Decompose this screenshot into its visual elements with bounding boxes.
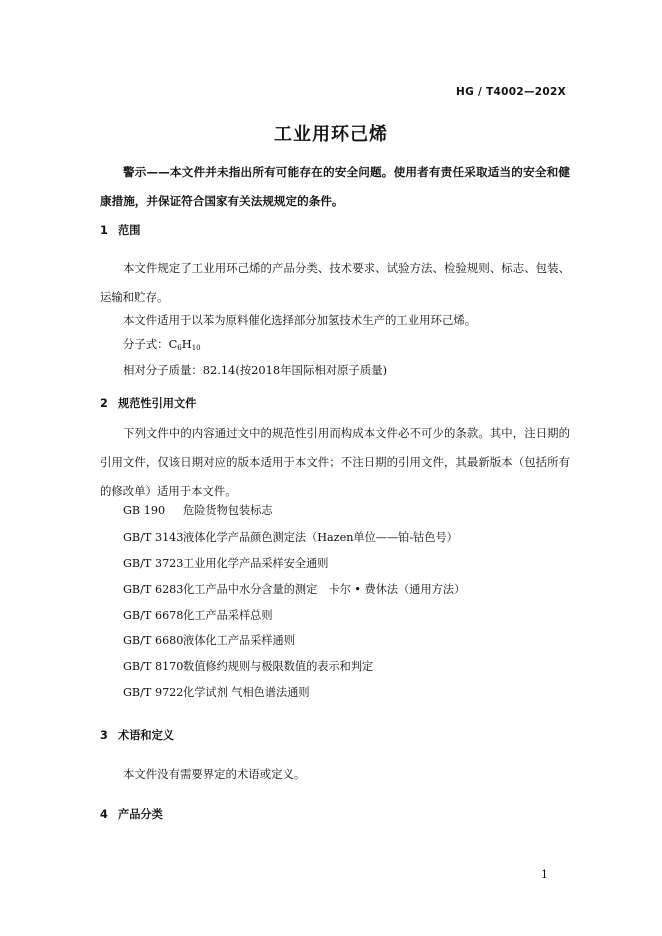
scope-paragraph-2: 本文件适用于以苯为原料催化选择部分加氢技术生产的工业用环己烯。 (123, 313, 477, 327)
reference-item (123, 658, 373, 674)
reference-name: 工业用化学产品采样安全通则 (183, 557, 329, 570)
reference-item (123, 502, 273, 518)
reference-item (123, 529, 458, 545)
reference-item (123, 555, 328, 571)
section-number: 3 (100, 729, 108, 742)
formula-h-subscript: 10 (191, 344, 201, 352)
document-title: 工业用环己烯 (274, 124, 388, 145)
terms-paragraph: 本文件没有需要界定的术语或定义。 (123, 767, 306, 781)
refs-intro-paragraph: 下列文件中的内容通过文中的规范性引用而构成本文件必不可少的条款。其中，注日期的引用文件，仅该日期对应的版本适用于本文件；不注日期的引用文件，其最新版本（包括所有的修改单）适用于本文件。 (100, 426, 570, 498)
reference-name: 化工产品中水分含量的测定 卡尔 • 费休法（通用方法） (183, 583, 466, 596)
reference-item (123, 684, 310, 700)
reference-name: 化学试剂 气相色谱法通则 (183, 686, 310, 699)
page-number: 1 (541, 868, 548, 881)
formula-c-subscript: 6 (177, 344, 182, 352)
warning-paragraph: 警示——本文件并未指出所有可能存在的安全问题。使用者有责任采取适当的安全和健康措施，并保证符合国家有关法规规定的条件。 (100, 165, 570, 208)
reference-name: 液体化工产品采样通则 (183, 634, 295, 647)
scope-paragraph-1: 本文件规定了工业用环己烯的产品分类、技术要求、试验方法、检验规则、标志、包装、运输和贮存。 (100, 261, 570, 304)
section-heading-scope (100, 222, 140, 238)
reference-code: GB/T 6283 (123, 583, 184, 596)
formula-label: 分子式： (123, 337, 169, 351)
reference-code: GB/T 8170 (123, 660, 184, 673)
reference-item (123, 581, 465, 597)
reference-code: GB/T 3143 (123, 531, 184, 544)
reference-code: GB/T 3723 (123, 557, 184, 570)
section-title: 产品分类 (118, 808, 163, 821)
reference-item (123, 632, 295, 648)
section-number: 1 (100, 224, 108, 237)
reference-item (123, 607, 273, 623)
molecular-formula (123, 336, 201, 352)
reference-code: GB/T 6678 (123, 609, 184, 622)
section-heading-terms (100, 727, 174, 743)
formula-h: H (181, 337, 192, 351)
reference-code: GB/T 9722 (123, 686, 184, 699)
molecular-mass: 相对分子质量：82.14(按2018年国际相对原子质量) (123, 363, 388, 377)
reference-name: 危险货物包装标志 (183, 504, 273, 517)
section-heading-refs (100, 395, 196, 411)
formula-c: C (168, 337, 178, 351)
reference-code: GB/T 6680 (123, 634, 184, 647)
reference-name: 液体化学产品颜色测定法（Hazen单位——铂-钴色号） (183, 531, 458, 544)
reference-name: 数值修约规则与极限数值的表示和判定 (183, 660, 374, 673)
section-title: 范围 (118, 224, 141, 237)
section-title: 术语和定义 (118, 729, 174, 742)
section-number: 4 (100, 808, 108, 821)
section-title: 规范性引用文件 (118, 397, 197, 410)
document-code: HG / T4002—202X (456, 86, 566, 98)
section-heading-classification (100, 806, 163, 822)
reference-name: 化工产品采样总则 (183, 609, 273, 622)
reference-code: GB 190 (123, 504, 166, 517)
section-number: 2 (100, 397, 108, 410)
